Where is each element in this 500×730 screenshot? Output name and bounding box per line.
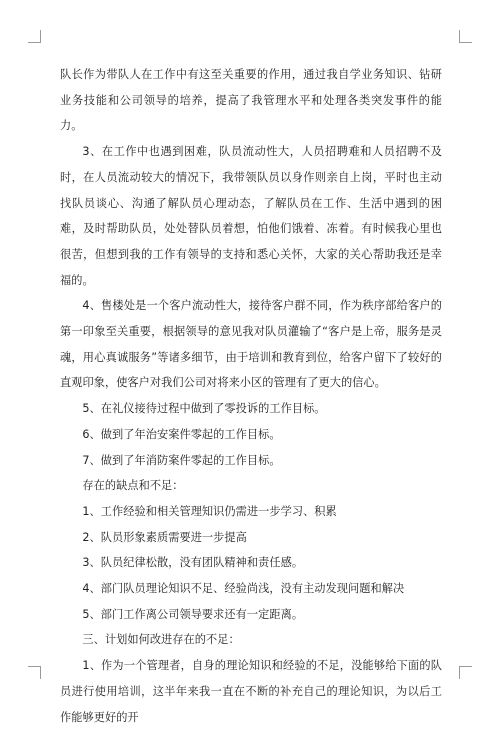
paragraph: 3、在工作中也遇到困难，队员流动性大，人员招聘难和人员招聘不及时，在人员流动较大的情况下，我带领队员以身作则亲自上岗，平时也主动找队员谈心、沟通了解队员心理动态，了解队员在工作、生活中遇到的困难，及时帮助队员，处处替队员着想，怕他们饿着、冻着。有时候我心里也很苦，但想到我的工作有领导的支持和悉心关怀，大家的关心帮助我还是幸福的。 <box>60 145 442 287</box>
crop-mark-bottom-right <box>459 666 472 679</box>
paragraph: 4、售楼处是一个客户流动性大，接待客户群不同，作为秩序部给客户的第一印象至关重要，根据领导的意见我对队员灌输了“客户是上帝，服务是灵魂，用心真诚服务”等诸多细节，由于培训和教育到位，给客户留下了较好的直观印象，使客户对我们公司对将来小区的管理有了更大的信心。 <box>60 299 442 390</box>
paragraph: 7、做到了年消防案件零起的工作目标。 <box>82 453 281 467</box>
document-body <box>60 62 442 730</box>
crop-mark-bottom-left <box>28 666 41 679</box>
paragraph: 5、在礼仪接待过程中做到了零投诉的工作目标。 <box>82 402 326 416</box>
paragraph: 1、工作经验和相关管理知识仍需进一步学习、积累 <box>82 504 337 518</box>
crop-mark-top-right <box>459 30 472 43</box>
paragraph: 4、部门队员理论知识不足、经验尚浅，没有主动发现问题和解决 <box>82 582 405 596</box>
paragraph: 1、作为一个管理者，自身的理论知识和经验的不足，没能够给下面的队员进行使用培训，这半年来我一直在不断的补充自己的理论知识，为以后工作能够更好的开 <box>60 659 442 724</box>
paragraph: 3、队员纪律松散，没有团队精神和责任感。 <box>82 556 304 570</box>
section-heading: 三、计划如何改进存在的不足： <box>82 633 240 647</box>
crop-mark-top-left <box>28 30 41 43</box>
paragraph: 5、部门工作离公司领导要求还有一定距离。 <box>82 607 304 621</box>
paragraph: 6、做到了年治安案件零起的工作目标。 <box>82 427 281 441</box>
section-heading: 存在的缺点和不足： <box>82 479 184 493</box>
paragraph: 队长作为带队人在工作中有这至关重要的作用，通过我自学业务知识、钻研业务技能和公司领导的培养，提高了我管理水平和处理各类突发事件的能力。 <box>60 68 442 133</box>
paragraph: 2、队员形象素质需要进一步提高 <box>82 530 247 544</box>
